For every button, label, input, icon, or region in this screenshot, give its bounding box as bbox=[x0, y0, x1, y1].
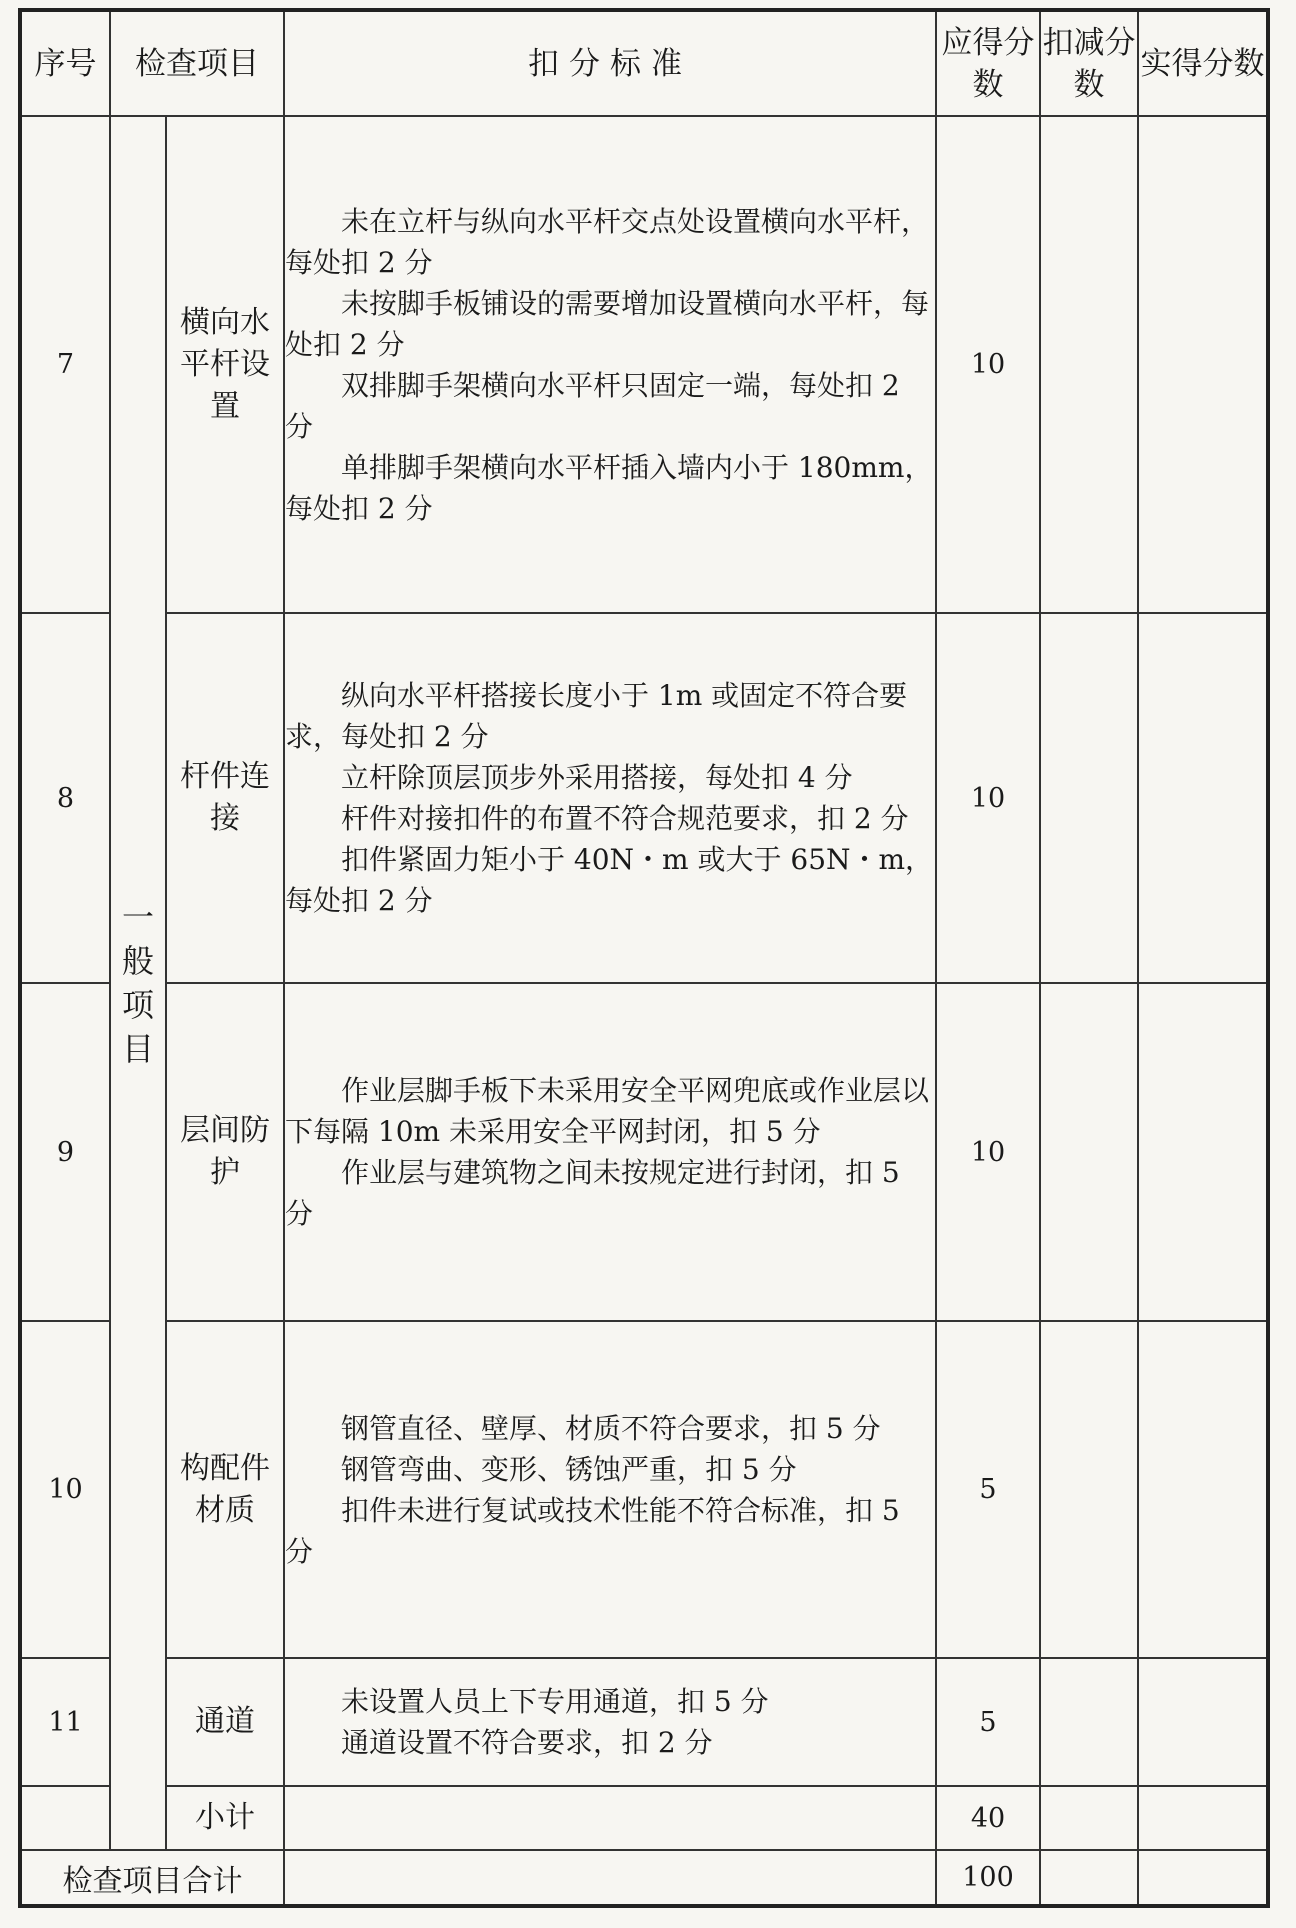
subtotal-standard bbox=[284, 1786, 936, 1850]
header-item: 检查项目 bbox=[110, 10, 284, 116]
standard-clause: 未按脚手板铺设的需要增加设置横向水平杆，每处扣 2 分 bbox=[285, 286, 930, 361]
row-deducted bbox=[1040, 613, 1138, 983]
score-sheet bbox=[18, 8, 1266, 1908]
total-standard bbox=[284, 1850, 936, 1906]
row-standard bbox=[284, 1321, 936, 1658]
subtotal-seq bbox=[20, 1786, 110, 1850]
row-standard bbox=[284, 1658, 936, 1786]
row-score: 10 bbox=[936, 613, 1040, 983]
subtotal-score: 40 bbox=[936, 1786, 1040, 1850]
row-seq: 9 bbox=[20, 983, 110, 1321]
standard-clause: 纵向水平杆搭接长度小于 1m 或固定不符合要求，每处扣 2 分 bbox=[285, 679, 908, 753]
standard-clause: 钢管弯曲、变形、锈蚀严重，扣 5 分 bbox=[341, 1452, 797, 1486]
group-char: 项 bbox=[121, 986, 154, 1024]
header-seq: 序号 bbox=[20, 10, 110, 116]
row-score: 10 bbox=[936, 983, 1040, 1321]
total-label: 检查项目合计 bbox=[20, 1850, 284, 1906]
total-score: 100 bbox=[936, 1850, 1040, 1906]
standard-clause: 立杆除顶层顶步外采用搭接，每处扣 4 分 bbox=[341, 761, 853, 794]
standard-clause: 未设置人员上下专用通道，扣 5 分 bbox=[341, 1685, 769, 1718]
row-seq: 10 bbox=[20, 1321, 110, 1658]
row-score: 5 bbox=[936, 1321, 1040, 1658]
row-seq: 8 bbox=[20, 613, 110, 983]
header-due-score: 应得分数 bbox=[936, 10, 1040, 116]
row-item: 层间防护 bbox=[166, 983, 284, 1321]
table-row bbox=[20, 1321, 1268, 1658]
row-deducted bbox=[1040, 1321, 1138, 1658]
row-deducted bbox=[1040, 983, 1138, 1321]
row-standard bbox=[284, 116, 936, 613]
total-row bbox=[20, 1850, 1268, 1906]
header-actual: 实得分数 bbox=[1138, 10, 1268, 116]
standard-clause: 双排脚手架横向水平杆只固定一端，每处扣 2 分 bbox=[285, 368, 900, 443]
standard-clause: 作业层脚手板下未采用安全平网兜底或作业层以下每隔 10m 未采用安全平网封闭，扣 5 分 bbox=[285, 1074, 930, 1148]
row-item: 横向水平杆设置 bbox=[166, 116, 284, 613]
row-actual bbox=[1138, 983, 1268, 1321]
standard-clause: 通道设置不符合要求，扣 2 分 bbox=[341, 1726, 713, 1759]
row-actual bbox=[1138, 116, 1268, 613]
group-char: 一 bbox=[121, 898, 154, 936]
header-standard: 扣分标准 bbox=[284, 10, 936, 116]
subtotal-deducted bbox=[1040, 1786, 1138, 1850]
header-deducted: 扣减分数 bbox=[1040, 10, 1138, 116]
row-standard bbox=[284, 983, 936, 1321]
row-actual bbox=[1138, 1321, 1268, 1658]
standard-clause: 杆件对接扣件的布置不符合规范要求，扣 2 分 bbox=[341, 802, 909, 835]
group-char: 目 bbox=[121, 1030, 154, 1068]
table-row bbox=[20, 613, 1268, 983]
total-actual bbox=[1138, 1850, 1268, 1906]
header-row bbox=[20, 10, 1268, 116]
standard-clause: 单排脚手架横向水平杆插入墙内小于 180mm，每处扣 2 分 bbox=[285, 450, 933, 525]
row-standard bbox=[284, 613, 936, 983]
standard-clause: 扣件未进行复试或技术性能不符合标准，扣 5 分 bbox=[285, 1493, 900, 1568]
row-actual bbox=[1138, 1658, 1268, 1786]
row-score: 10 bbox=[936, 116, 1040, 613]
row-deducted bbox=[1040, 1658, 1138, 1786]
standard-clause: 作业层与建筑物之间未按规定进行封闭，扣 5 分 bbox=[285, 1156, 900, 1230]
standard-clause: 未在立杆与纵向水平杆交点处设置横向水平杆，每处扣 2 分 bbox=[285, 204, 930, 279]
table-row bbox=[20, 116, 1268, 613]
row-seq: 7 bbox=[20, 116, 110, 613]
row-actual bbox=[1138, 613, 1268, 983]
standard-clause: 钢管直径、壁厚、材质不符合要求，扣 5 分 bbox=[341, 1411, 881, 1445]
row-deducted bbox=[1040, 116, 1138, 613]
inspection-table bbox=[18, 8, 1270, 1908]
row-item: 杆件连接 bbox=[166, 613, 284, 983]
subtotal-row bbox=[20, 1786, 1268, 1850]
subtotal-label: 小计 bbox=[166, 1786, 284, 1850]
table-row bbox=[20, 983, 1268, 1321]
subtotal-actual bbox=[1138, 1786, 1268, 1850]
group-char: 般 bbox=[121, 942, 154, 980]
total-deducted bbox=[1040, 1850, 1138, 1906]
row-seq: 11 bbox=[20, 1658, 110, 1786]
row-item: 构配件材质 bbox=[166, 1321, 284, 1658]
group-label bbox=[110, 116, 166, 1850]
standard-clause: 扣件紧固力矩小于 40N・m 或大于 65N・m，每处扣 2 分 bbox=[285, 843, 934, 917]
row-item: 通道 bbox=[166, 1658, 284, 1786]
table-row bbox=[20, 1658, 1268, 1786]
row-score: 5 bbox=[936, 1658, 1040, 1786]
